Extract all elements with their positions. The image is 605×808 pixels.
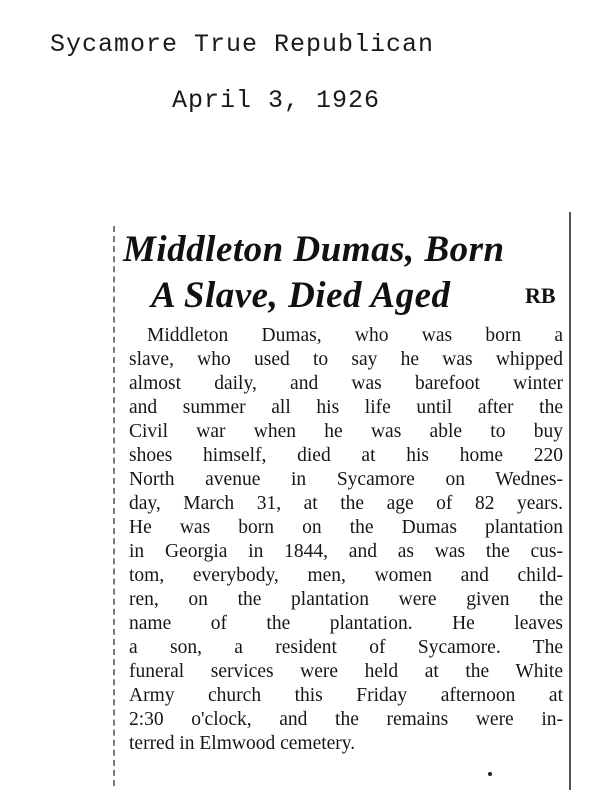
- headline-line-1: Middleton Dumas, Born: [123, 229, 505, 270]
- newspaper-clipping: [113, 212, 571, 792]
- article-line: Middleton Dumas, who was born a: [147, 325, 563, 346]
- handwritten-initials: RB: [525, 283, 556, 308]
- article-line: and summer all his life until after the: [129, 397, 563, 418]
- article-line: in Georgia in 1844, and as was the cus-: [129, 541, 563, 562]
- article-line: He was born on the Dumas plantation: [129, 517, 563, 538]
- headline-line-2: A Slave, Died Aged: [151, 275, 451, 316]
- article-line: name of the plantation. He leaves: [129, 613, 563, 634]
- article-line: North avenue in Sycamore on Wednes-: [129, 469, 563, 490]
- article-line: 2:30 o'clock, and the remains were in-: [129, 709, 563, 730]
- article-line: ren, on the plantation were given the: [129, 589, 563, 610]
- article-line: Army church this Friday afternoon at: [129, 685, 563, 706]
- column-rule: [569, 212, 571, 790]
- typed-publication-date: April 3, 1926: [172, 86, 381, 115]
- article-line: tom, everybody, men, women and child-: [129, 565, 563, 586]
- article-line: terred in Elmwood cemetery.: [129, 733, 356, 754]
- article-line: a son, a resident of Sycamore. The: [129, 637, 563, 658]
- article-line: shoes himself, died at his home 220: [129, 445, 563, 466]
- article-line: Civil war when he was able to buy: [129, 421, 563, 442]
- article-line: funeral services were held at the White: [129, 661, 563, 682]
- article-line: slave, who used to say he was whipped: [129, 349, 563, 370]
- article-line: almost daily, and was barefoot winter: [129, 373, 563, 394]
- article-line: day, March 31, at the age of 82 years.: [129, 493, 563, 514]
- ink-dot: [488, 772, 492, 776]
- typed-newspaper-title: Sycamore True Republican: [50, 30, 435, 59]
- clipping-left-edge: [113, 226, 115, 786]
